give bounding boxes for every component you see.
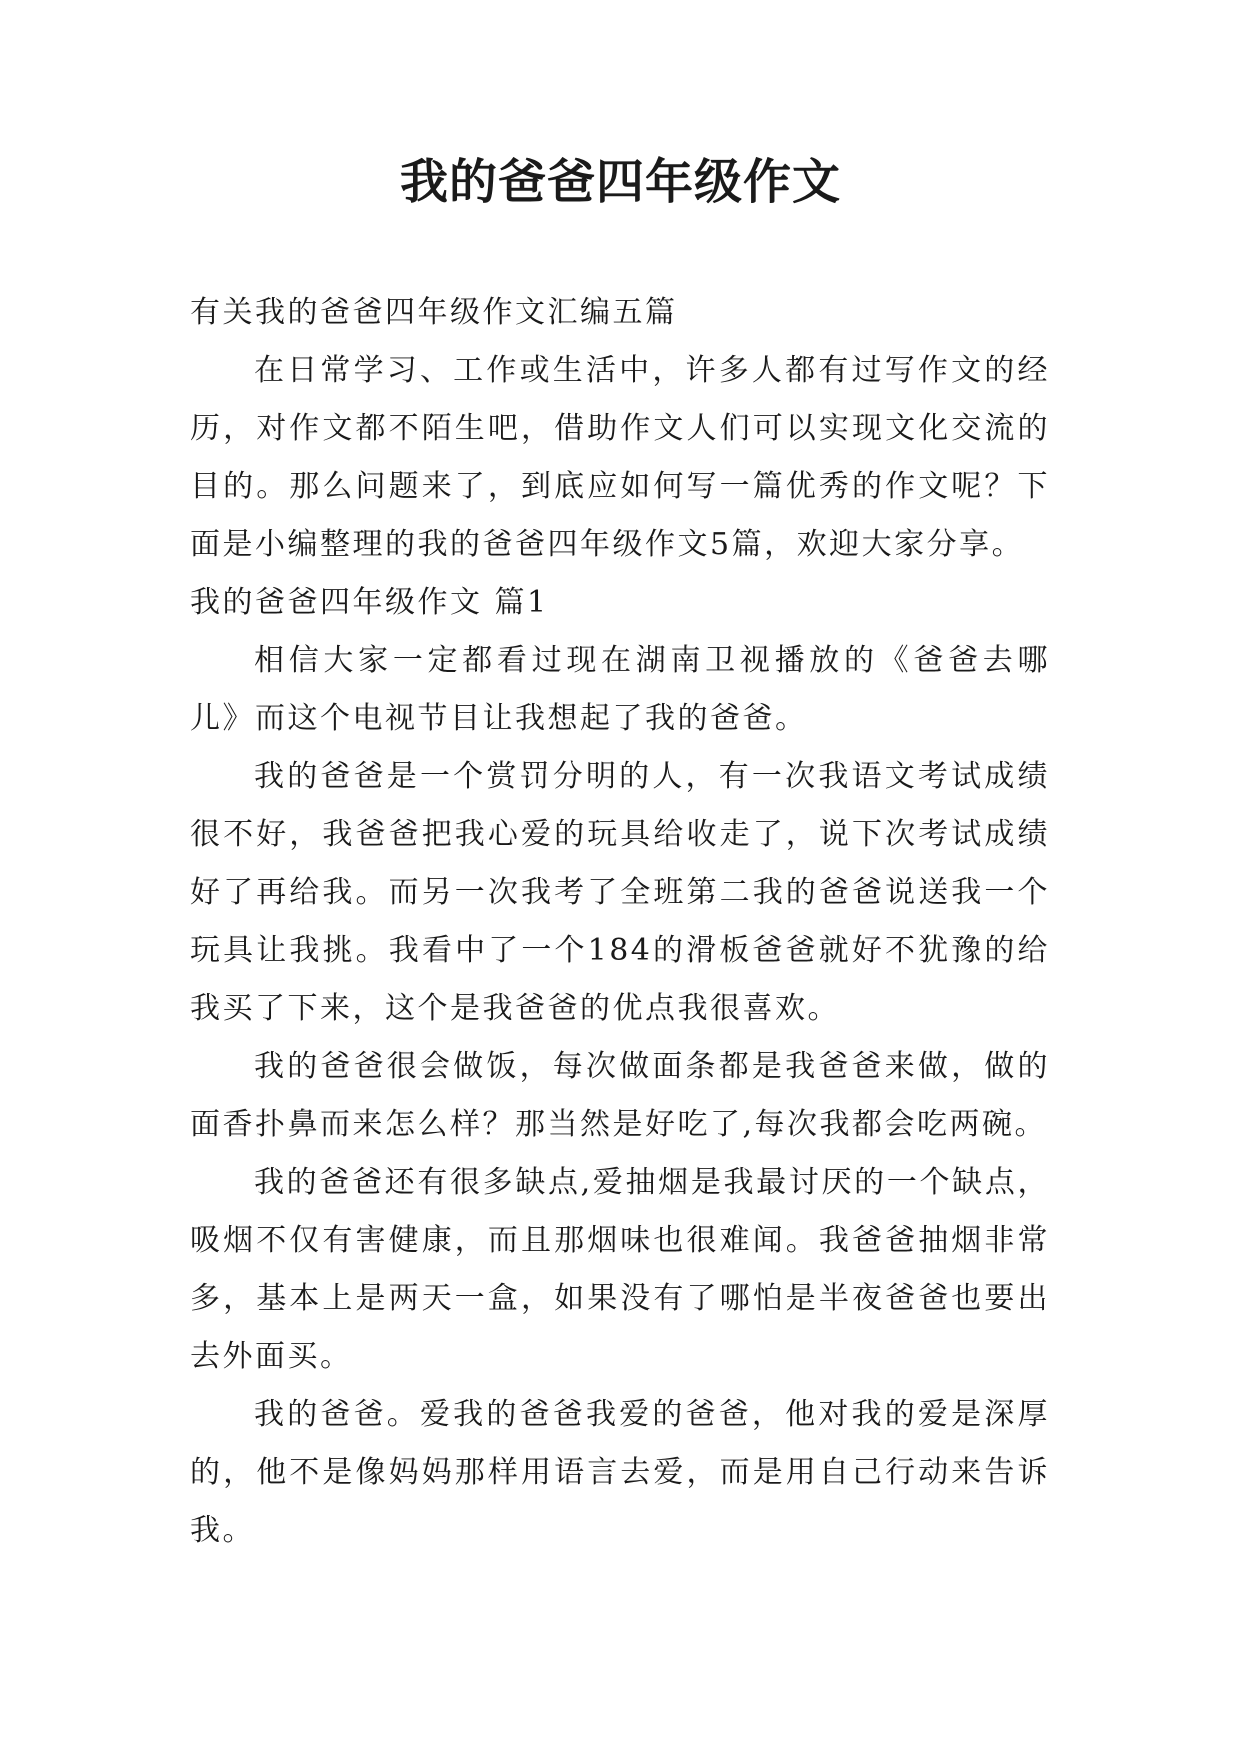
body-paragraph: 我的爸爸。爱我的爸爸我爱的爸爸，他对我的爱是深厚的，他不是像妈妈那样用语言去爱，而是用自己行动来告诉我。 [190,1397,1050,1548]
body-paragraph: 我的爸爸还有很多缺点,爱抽烟是我最讨厌的一个缺点，吸烟不仅有害健康，而且那烟味也很难闻。我爸爸抽烟非常多，基本上是两天一盒，如果没有了哪怕是半夜爸爸也要出去外面买。 [190,1165,1050,1374]
body-paragraph: 我的爸爸很会做饭，每次做面条都是我爸爸来做，做的面香扑鼻而来怎么样？那当然是好吃了,每次我都会吃两碗。 [190,1049,1050,1142]
body-paragraph: 我的爸爸是一个赏罚分明的人，有一次我语文考试成绩很不好，我爸爸把我心爱的玩具给收走了，说下次考试成绩好了再给我。而另一次我考了全班第二我的爸爸说送我一个玩具让我挑。我看中了一个184的滑板爸爸就好不犹豫的给我买了下来，这个是我爸爸的优点我很喜欢。 [190,759,1050,1026]
document-title: 我的爸爸四年级作文 [399,154,841,210]
subtitle-paragraph: 有关我的爸爸四年级作文汇编五篇 [190,295,678,330]
section-heading: 我的爸爸四年级作文 篇1 [190,585,549,620]
body-paragraph: 相信大家一定都看过现在湖南卫视播放的《爸爸去哪儿》而这个电视节目让我想起了我的爸爸。 [190,643,1050,736]
document-body [190,284,1050,1560]
intro-paragraph: 在日常学习、工作或生活中，许多人都有过写作文的经历，对作文都不陌生吧，借助作文人们可以实现文化交流的目的。那么问题来了，到底应如何写一篇优秀的作文呢？下面是小编整理的我的爸爸四年级作文5篇，欢迎大家分享。 [190,353,1050,562]
